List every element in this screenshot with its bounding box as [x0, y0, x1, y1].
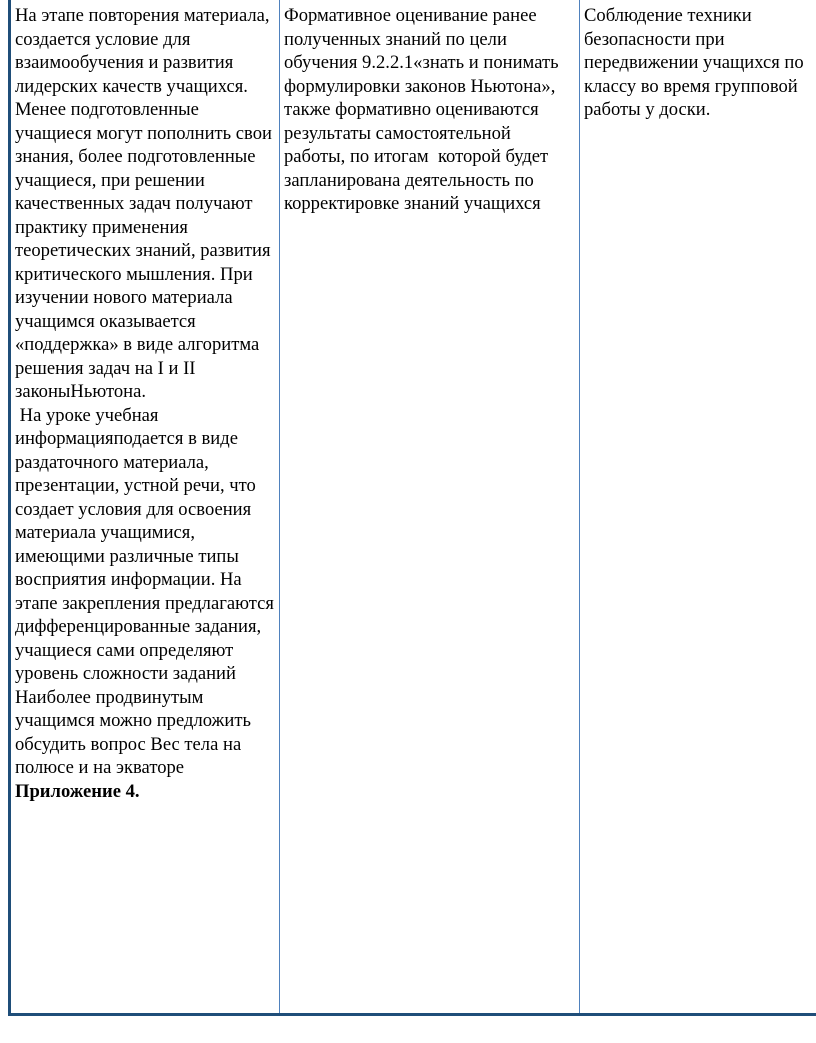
differentiation-paragraph-2-text: На уроке учебная информацияподается в виде раздаточного материала, презентации, устной речи, что создает условия для освоения материала учащимися, имеющими различные типы восприятия информации. На этапе закрепления предлагаются дифференцированные задания, учащиеся сами определяют уровень сложности заданий Наиболее продвинутым учащимся можно предложить обсудить вопрос Вес тела на полюсе и на экваторе — [15, 404, 279, 778]
table-row — [10, 0, 816, 1015]
lesson-plan-table — [8, 0, 816, 1016]
differentiation-paragraph-2 — [15, 404, 279, 804]
assessment-text: Формативное оценивание ранее полученных знаний по цели обучения 9.2.2.1«знать и понимать формулировки законов Ньютона», также формативно оцениваются результаты самостоятельной работы, по итогам которой будет запланирована деятельность по корректировке знаний учащихся — [284, 5, 564, 214]
safety-text: Соблюдение техники безопасности при передвижении учащихся по классу во время групповой работы у доски. — [584, 5, 809, 120]
assessment-cell — [280, 0, 580, 1015]
differentiation-paragraph-1: На этапе повторения материала, создается условие для взаимообучения и развития лидерских качеств учащихся. Менее подготовленные учащиеся могут пополнить свои знания, более подготовленные учащиеся, при решении качественных задач получают практику применения теоретических знаний, развития критического мышления. При изучении нового материала учащимся оказывается «поддержка» в виде алгоритма решения задач на I и II законыНьютона. — [15, 5, 277, 402]
differentiation-cell — [10, 0, 280, 1015]
safety-cell — [580, 0, 816, 1015]
appendix-reference: Приложение 4. — [15, 780, 140, 802]
